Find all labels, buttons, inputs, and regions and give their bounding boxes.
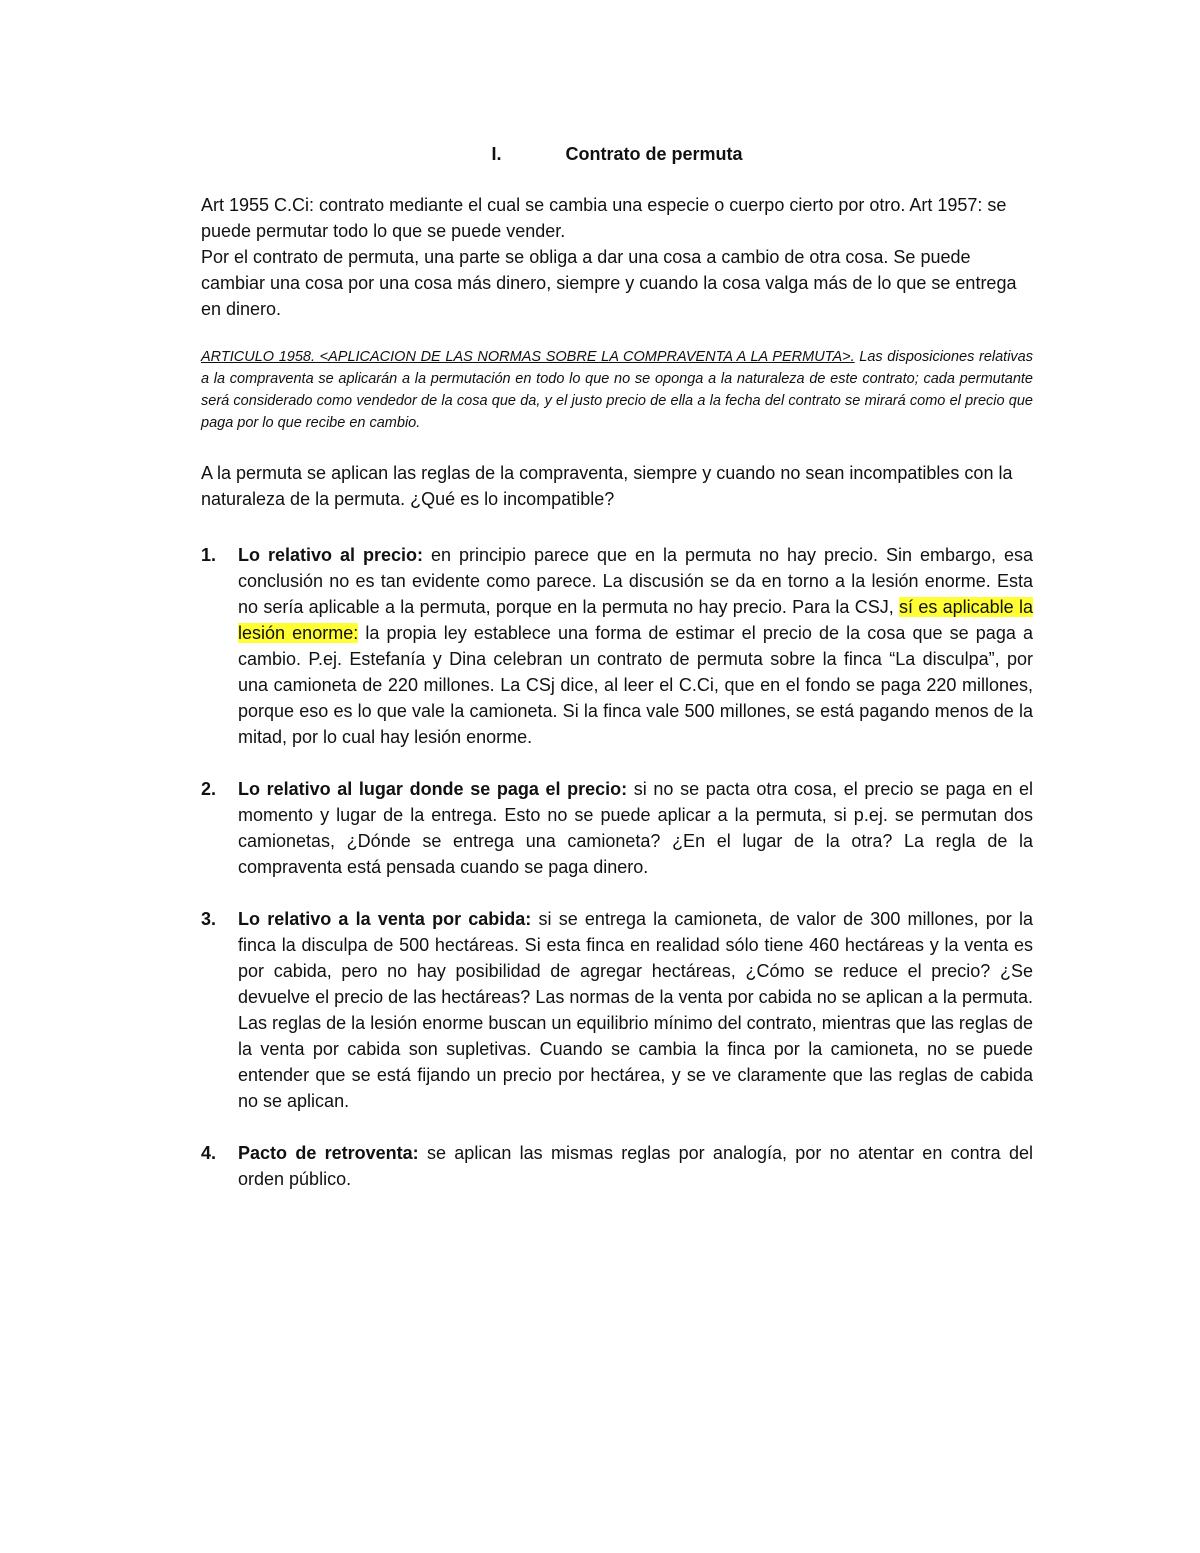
list-item-label: Lo relativo a la venta por cabida: [238, 909, 532, 929]
article-quote [201, 346, 1033, 434]
section-number: I. [491, 144, 502, 164]
list-item-text: si no se pacta otra cosa, el precio se paga en el momento y lugar de la entrega. Esto no se puede aplicar a la permuta, si p.ej. se permutan dos camionetas, ¿Dónde se entrega una camioneta? ¿En el lugar de la otra? La regla de la compraventa está pensada cuando se paga dinero. [238, 779, 1033, 877]
section-heading [201, 140, 1033, 168]
list-item-text: en principio parece que en la permuta no hay precio. Sin embargo, esa conclusión no es tan evidente como parece. La discusión se da en torno a la lesión enorme. Esta no sería aplicable a la permuta, porque en la permuta no hay precio. Para la CSJ, [238, 545, 1033, 617]
list-item-number: 3. [201, 909, 217, 929]
list-item-label: Lo relativo al lugar donde se paga el precio: [238, 779, 628, 799]
list-item [201, 542, 1033, 750]
intro-paragraph-2: Por el contrato de permuta, una parte se obliga a dar una cosa a cambio de otra cosa. Se puede cambiar una cosa por una cosa más dinero, siempre y cuando la cosa valga más de lo que se entrega en dinero. [201, 247, 1017, 319]
incompatibility-list [201, 542, 1033, 1192]
intro-paragraph-3: A la permuta se aplican las reglas de la compraventa, siempre y cuando no sean incompatibles con la naturaleza de la permuta. ¿Qué es lo incompatible? [201, 463, 1013, 509]
article-quote-body: Las disposiciones relativas a la compraventa se aplicarán a la permutación en todo lo que no se oponga a la naturaleza de este contrato; cada permutante será considerado como vendedor de la cosa que da, y el justo precio de ella a la fecha del contrato se mirará como el precio que paga por lo que recibe en cambio. [201, 349, 1033, 431]
list-item-text: se aplican las mismas reglas por analogía, por no atentar en contra del orden público. [238, 1143, 1033, 1189]
list-item-number: 4. [201, 1143, 217, 1163]
list-item-number: 2. [201, 779, 217, 799]
list-item-text-continued: la propia ley establece una forma de estimar el precio de la cosa que se paga a cambio. P.ej. Estefanía y Dina celebran un contrato de permuta sobre la finca “La disculpa”, por una camioneta de 220 millones. La CSj dice, al leer el C.Ci, que en el fondo se paga 220 millones, porque eso es lo que vale la camioneta. Si la finca vale 500 millones, se está pagando menos de la mitad, por lo cual hay lesión enorme. [238, 623, 1033, 747]
list-item-label: Lo relativo al precio: [238, 545, 423, 565]
highlighted-text: sí es aplicable la lesión enorme: [238, 597, 1033, 643]
list-item [201, 1140, 1033, 1192]
intro-paragraph-1: Art 1955 C.Ci: contrato mediante el cual se cambia una especie o cuerpo cierto por otro. Art 1957: se puede permutar todo lo que se puede vender. [201, 195, 1007, 241]
list-item [201, 906, 1033, 1114]
article-quote-title: ARTICULO 1958. <APLICACION DE LAS NORMAS SOBRE LA COMPRAVENTA A LA PERMUTA>. [201, 349, 855, 365]
list-item-number: 1. [201, 545, 217, 565]
list-item-label: Pacto de retroventa: [238, 1143, 419, 1163]
list-item [201, 776, 1033, 880]
section-title: Contrato de permuta [565, 144, 743, 164]
document-page [201, 140, 1033, 1218]
list-item-text: si se entrega la camioneta, de valor de 300 millones, por la finca la disculpa de 500 hectáreas. Si esta finca en realidad sólo tiene 460 hectáreas y la venta es por cabida, pero no hay posibilidad de agregar hectáreas, ¿Cómo se reduce el precio? ¿Se devuelve el precio de las hectáreas? Las normas de la venta por cabida no se aplican a la permuta. Las reglas de la lesión enorme buscan un equilibrio mínimo del contrato, mientras que las reglas de la venta por cabida son supletivas. Cuando se cambia la finca por la camioneta, no se puede entender que se está fijando un precio por hectárea, y se ve claramente que las reglas de cabida no se aplican. [238, 909, 1033, 1111]
